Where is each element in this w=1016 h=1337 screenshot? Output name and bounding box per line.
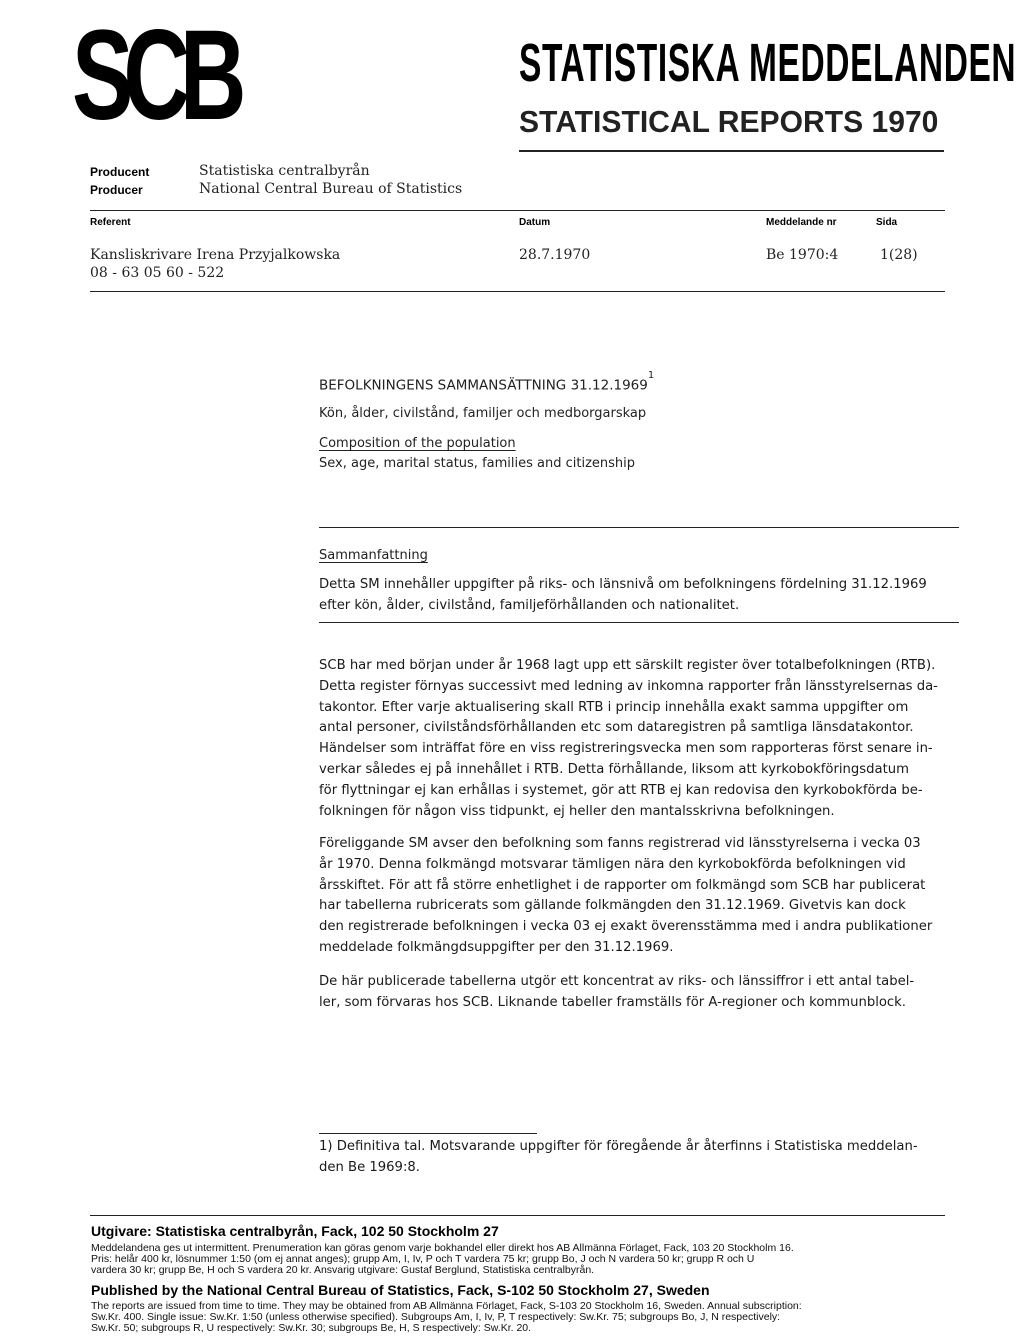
body-line: takontor. Efter varje aktualisering skall RTB i princip innehålla exakt samma uppgifter om [319, 699, 909, 715]
report-number-value: Be 1970:4 [766, 247, 839, 263]
footer-line: Sw.Kr. 50; subgroups R, U respectively: Sw.Kr. 30; subgroups Be, H, S respectively: Sw.Kr. 20. [91, 1322, 532, 1334]
footnote-line: 1) Definitiva tal. Motsvarande uppgifter för föregående år återfinns i Statistiska meddelan- [319, 1139, 918, 1154]
publisher-heading-sv: Utgivare: Statistiska centralbyrån, Fack, 102 50 Stockholm 27 [91, 1223, 499, 1239]
meta-rule [90, 291, 945, 292]
body-line: årsskiftet. För att få större enhetlighet i de rapporter om folkmängd som SCB har publicerat [319, 877, 926, 893]
body-line: år 1970. Denna folkmängd motsvarar tämligen nära den kyrkobokförda befolkningen vid [319, 856, 906, 872]
footnote-rule [319, 1133, 537, 1134]
body-line: Detta register förnyas successivt med ledning av inkomna rapporter från länsstyrelsernas da- [319, 678, 938, 694]
footnote-line: den Be 1969:8. [319, 1159, 420, 1175]
scb-logo: SCB [72, 4, 237, 147]
producer-rule [90, 210, 945, 211]
publisher-text-sv [91, 1243, 794, 1276]
body-line: meddelade folkmängdsuppgifter per den 31.12.1969. [319, 939, 674, 955]
summary-line: Detta SM innehåller uppgifter på riks- och länsnivå om befolkningens fördelning 31.12.1969 [319, 577, 927, 592]
footnote [319, 1137, 951, 1179]
page-value: 1(28) [880, 247, 918, 263]
body-paragraph-3 [319, 972, 951, 1014]
body-paragraph-1 [319, 656, 951, 822]
date-label: Datum [519, 217, 551, 228]
body-paragraph-2 [319, 834, 951, 959]
page-label: Sida [876, 217, 898, 228]
date-value: 28.7.1970 [519, 247, 591, 263]
publisher-heading-en: Published by the National Central Bureau of Statistics, Fack, S-102 50 Stockholm 27, Sweden [91, 1282, 710, 1298]
header-rule [519, 150, 944, 152]
summary-line: efter kön, ålder, civilstånd, familjeförhållanden och nationalitet. [319, 597, 740, 613]
document-title-en: Composition of the population [319, 436, 516, 451]
report-number-label: Meddelande nr [766, 217, 837, 228]
referent-label: Referent [90, 217, 131, 228]
footer-line: vardera 30 kr; grupp Be, H och S vardera 20 kr. Ansvarig utgivare: Gustaf Berglund, Statistiska centralbyrån. [91, 1264, 595, 1276]
body-line: ler, som förvaras hos SCB. Liknande tabeller framställs för A-regioner och kommunblock. [319, 994, 907, 1010]
footer-line: Meddelandena ges ut intermittent. Prenumeration kan göras genom varje bokhandel eller direkt hos AB Allmänna Förlaget, Fack, 103 20 Stockholm 16. [91, 1242, 794, 1254]
producer-label-sv: Producent [90, 165, 150, 179]
footer-line: Pris: helår 400 kr, lösnummer 1:50 (om ej annat anges); grupp Am, I, Iv, P och T vardera 75 kr; grupp Bo, J och N vardera 50 kr; grupp R och U [91, 1253, 755, 1265]
body-line: SCB har med början under år 1968 lagt upp ett särskilt register över totalbefolkningen (RTB). [319, 658, 936, 673]
footer-rule [90, 1215, 945, 1216]
summary-heading: Sammanfattning [319, 548, 428, 563]
summary-bottom-rule [319, 622, 959, 623]
producer-value-en: National Central Bureau of Statistics [199, 181, 463, 197]
footnote-marker: 1 [647, 370, 655, 381]
body-line: folkningen för någon viss tidpunkt, ej heller den mantalsskrivna befolkningen. [319, 803, 835, 819]
body-line: verkar således ej på innehållet i RTB. Detta förhållande, liksom att kyrkobokföringsdatum [319, 761, 909, 777]
footer-line: Sw.Kr. 400. Single issue: Sw.Kr. 1:50 (unless otherwise specified). Subgroups Am, I, Iv, P, T respectively: Sw.Kr. 75; subgroups Bo, J, N respectively: [91, 1311, 781, 1323]
document-title-sv [319, 370, 655, 394]
body-line: har tabellerna rubricerats som gällande folkmängden den 31.12.1969. Givetvis kan dock [319, 898, 906, 914]
publication-subtitle: STATISTICAL REPORTS 1970 [519, 104, 939, 139]
document-title-text: BEFOLKNINGENS SAMMANSÄTTNING 31.12.1969 [319, 377, 648, 394]
referent-phone: 08 - 63 05 60 - 522 [90, 265, 225, 281]
footer-line: The reports are issued from time to time. They may be obtained from AB Allmänna Förlaget, Fack, S-103 20 Stockholm 16, Sweden. Annual subscription: [91, 1300, 802, 1312]
body-line: Föreliggande SM avser den befolkning som fanns registrerad vid länsstyrelserna i vecka 03 [319, 836, 921, 851]
document-subtitle-en: Sex, age, marital status, families and citizenship [319, 456, 636, 471]
referent-name: Kansliskrivare Irena Przyjalkowska [90, 247, 341, 263]
summary-text [319, 575, 951, 617]
body-line: antal personer, civilståndsförhållanden etc som dataregistren på samtliga länsdatakontor. [319, 720, 914, 736]
body-line: Händelser som inträffat före en viss registreringsvecka men som rapporteras först senare in- [319, 741, 933, 757]
body-line: för flyttningar ej kan erhållas i systemet, gör att RTB ej kan redovisa den kyrkobokförda be- [319, 782, 923, 798]
publisher-text-en [91, 1301, 802, 1334]
body-line: De här publicerade tabellerna utgör ett koncentrat av riks- och länssiffror i ett antal tabel- [319, 974, 915, 989]
producer-value-sv: Statistiska centralbyrån [199, 163, 370, 179]
publication-title: STATISTISKA MEDDELANDEN [519, 33, 1016, 93]
producer-label-en: Producer [90, 183, 143, 197]
body-line: den registrerade befolkningen i vecka 03 ej exakt överensstämma med i andra publikationer [319, 919, 933, 935]
document-subtitle-sv: Kön, ålder, civilstånd, familjer och medborgarskap [319, 406, 647, 421]
summary-top-rule [319, 527, 959, 528]
